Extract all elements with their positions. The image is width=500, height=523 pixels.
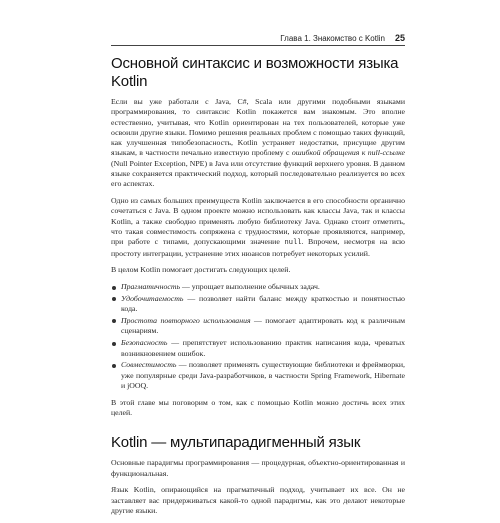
goal-term: Удобочитаемость [121,294,184,304]
paragraph-chapter-summary: В этой главе мы поговорим о том, как с помощью Kotlin можно достичь всех этих целей. [111,397,405,418]
bullet-icon [112,364,116,368]
running-head-chapter: Глава 1. Знакомство с Kotlin [280,33,385,43]
bullet-icon [112,342,116,346]
goals-list [111,282,405,391]
bullet-icon [112,286,116,290]
header-rule [111,45,405,46]
list-item [111,294,405,315]
list-item [111,316,405,337]
list-item [111,282,405,292]
paragraph-java-interop [111,196,405,259]
paragraph-intro-text-2: (Null Pointer Exception, NPE) в Java или отсутствие функций верхнего уровня. В данном языке сохраняется практический подход, который последовательно реализуется во всех его аспектах. [111,158,405,189]
goal-description: — препятствует использованию практик написания кода, чреватых возникновением ошибок. [121,338,405,358]
bullet-icon [112,319,116,323]
section-title-multiparadigm: Kotlin — мультипарадигменный язык [111,434,361,452]
paragraph-pragmatic: Язык Kotlin, опирающийся на прагматичный подход, учитывает их все. Он не заставляет вас придерживаться какой-то одной парадигмы, как это делают некоторые другие языки. [111,485,405,515]
paragraph-intro [111,97,405,190]
inline-code-null: null [284,239,302,248]
goal-term: Простота повторного использования [121,316,251,326]
paragraph-interop-text-1: Одно из самых больших преимуществ Kotlin заключается в его способности органично сочетаться с Java. В одном проекте можно использовать как классы Java, так и классы Kotlin, а также свободно применять любую библиотеку Java. Однако стоит отметить, что такая совместимость сопряжена с трудностями, которые проявляются, например, при работе с типами, допускающими значение [111,196,405,247]
goal-term: Совместимость [121,360,177,370]
running-head [111,33,405,43]
page-number: 25 [394,33,405,43]
paragraph-paradigms: Основные парадигмы программирования — процедурная, объектно-ориентированная и функциональная. [111,458,405,478]
goal-description: — позволяет найти баланс между краткостью и понятностью кода. [121,294,405,314]
paragraph-intro-italic: ошибкой обращения к null-ссылке [291,148,405,158]
page-content [111,52,405,523]
paragraph-intro-text-1: Если вы уже работали с Java, C#, Scala или другими подобными языками программирования, то синтаксис Kotlin покажется вам знакомым. Это вполне естественно, учитывая, что Kotlin ориентирован на тех пользователей, которые уже освоили другие языки. Помимо решения реальных проблем с помощью таких функций, как улучшенная типобезопасность, Kotlin устраняет недостатки, присущие другим языкам, в частности печально известную проблему с [111,97,405,158]
goal-term: Прагматичность [121,282,180,292]
list-item [111,360,405,391]
list-item [111,338,405,359]
section-title-syntax: Основной синтаксис и возможности языка Kotlin [111,55,399,90]
goal-term: Безопасность [121,338,168,348]
goal-description: — помогает адаптировать код к различным сценариям. [121,316,405,336]
bullet-icon [112,297,116,301]
goal-description: — позволяет применять существующие библиотеки и фреймворки, уже популярные среди Java-разработчиков, в частности Spring Framework, Hibernate и jOOQ. [121,360,405,390]
paragraph-goals-intro: В целом Kotlin помогает достигать следующих целей. [111,265,291,275]
goal-description: — упрощает выполнение обычных задач. [180,282,320,292]
paragraph-interop-text-2: . Впрочем, несмотря на всю простоту интеграции, устранение этих нюансов потребует некоторых усилий. [111,237,405,258]
